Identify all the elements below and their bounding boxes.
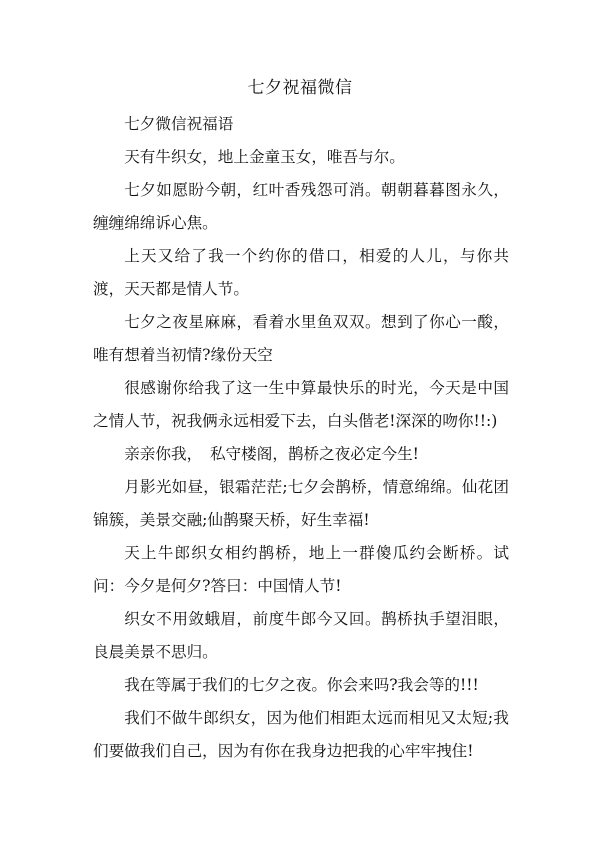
paragraph-2: 七夕如愿盼今朝，红叶香残怨可消。朝朝暮暮图永久，缠缠绵绵诉心焦。: [93, 181, 509, 232]
paragraph-6: 亲亲你我， 私守楼阁，鹊桥之夜必定今生!: [124, 445, 419, 463]
paragraph-9: 织女不用敛蛾眉，前度牛郎今又回。鹊桥执手望泪眼，良晨美景不思归。: [93, 610, 509, 661]
paragraph-1: 天有牛织女，地上金童玉女，唯吾与尔。: [124, 148, 405, 166]
paragraph-7: 月影光如昼，银霜茫茫;七夕会鹊桥，情意绵绵。仙花团锦簇，美景交融;仙鹊聚天桥，好生幸福!: [93, 478, 509, 529]
document-body: [93, 108, 509, 768]
paragraph-11: 我们不做牛郎织女，因为他们相距太远而相见又太短;我们要做我们自己，因为有你在我身边把我的心牢牢拽住!: [93, 709, 509, 760]
document-subtitle: 七夕微信祝福语: [124, 115, 234, 133]
paragraph-10: 我在等属于我们的七夕之夜。你会来吗?我会等的!!!: [124, 676, 479, 694]
paragraph-8: 天上牛郎织女相约鹊桥，地上一群傻瓜约会断桥。试问：今夕是何夕?答曰：中国情人节!: [93, 544, 509, 595]
paragraph-4: 七夕之夜星麻麻，看着水里鱼双双。想到了你心一酸，唯有想着当初情?缘份天空: [93, 313, 509, 364]
document-title: 七夕祝福微信: [247, 78, 353, 98]
paragraph-3: 上天又给了我一个约你的借口，相爱的人儿，与你共渡，天天都是情人节。: [93, 247, 509, 298]
paragraph-5: 很感谢你给我了这一生中算最快乐的时光，今天是中国之情人节，祝我俩永远相爱下去，白头偕老!深深的吻你!!:): [93, 379, 509, 430]
